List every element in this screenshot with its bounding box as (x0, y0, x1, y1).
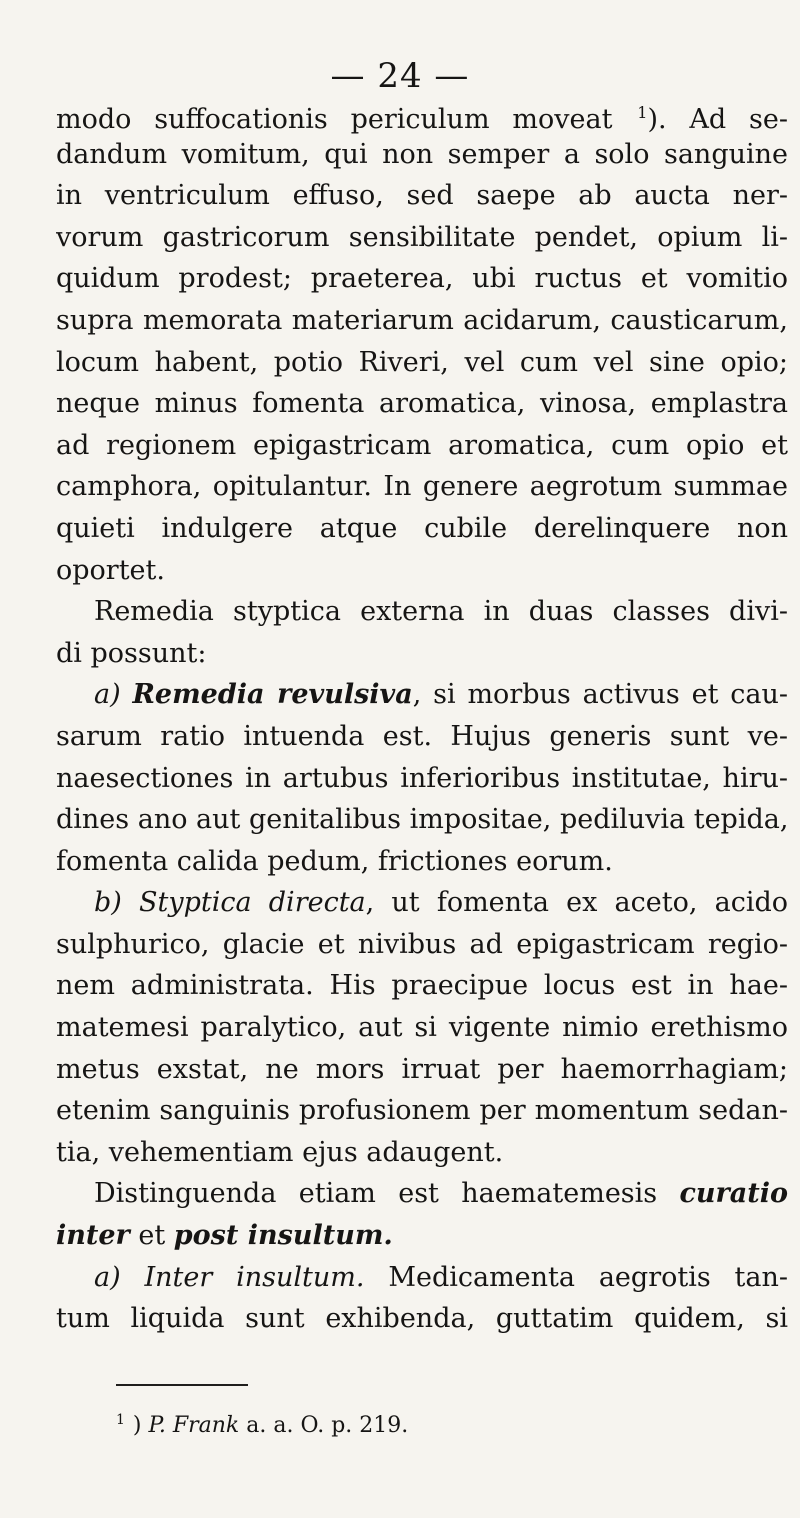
text-line: metus exstat, ne mors irruat per haemorrhagiam; (56, 1053, 788, 1085)
footnote-reference[interactable]: 1 (637, 103, 648, 122)
text-line: quidum prodest; praeterea, ubi ructus et vomitio (56, 263, 788, 295)
text-line: matemesi paralytico, aut si vigente nimio erethismo (56, 1012, 788, 1044)
text-line: etenim sanguinis profusionem per momentum sedan- (56, 1095, 788, 1127)
footnote-author: P. Frank (148, 1413, 240, 1438)
text-line: dandum vomitum, qui non semper a solo sanguine (56, 138, 788, 170)
section-title: Styptica directa (139, 887, 366, 919)
text-line: Remedia styptica externa in duas classes divi- (94, 596, 788, 628)
footnote-divider (116, 1384, 248, 1386)
text-line: neque minus fomenta aromatica, vinosa, emplastra (56, 388, 788, 420)
footnote: $^1$ ) P. Frank a. a. O. p. 219. (116, 1412, 409, 1438)
text-line: Distinguenda etiam est haematemesis curatio (94, 1178, 788, 1210)
text-line: tum liquida sunt exhibenda, guttatim quidem, si (56, 1303, 788, 1335)
footnote-reference-text: a. a. O. p. 219. (246, 1413, 409, 1438)
text-line: di possunt: (56, 637, 207, 669)
text-line: sarum ratio intuenda est. Hujus generis sunt ve- (56, 720, 788, 752)
text-line: tia, vehementiam ejus adaugent. (56, 1136, 504, 1168)
section-heading-b: b) Styptica directa, ut fomenta ex aceto, acido (94, 887, 788, 919)
text-line: dines ano aut genitalibus impositae, pediluvia tepida, (56, 804, 788, 836)
text-line: oportet. (56, 554, 165, 586)
text-line: quieti indulgere atque cubile derelinquere non (56, 512, 788, 544)
text-line: supra memorata materiarum acidarum, causticarum, (56, 304, 788, 336)
body-text (56, 92, 788, 1340)
text-line: camphora, opitulantur. In genere aegrotum summae (56, 471, 788, 503)
section-title: Inter insultum. (144, 1261, 365, 1293)
text-line: fomenta calida pedum, frictiones eorum. (56, 845, 613, 877)
text-line: vorum gastricorum sensibilitate pendet, opium li- (56, 221, 788, 253)
text-line: naesectiones in artubus inferioribus institutae, hiru- (56, 762, 788, 794)
page-number: — 24 — (330, 56, 470, 96)
section-title: Remedia revulsiva (132, 679, 413, 711)
text-line: modo suffocationis periculum moveat $^1$). Ad se- (56, 103, 788, 134)
footnote-mark: 1 (116, 1412, 125, 1428)
text-line: ad regionem epigastricam aromatica, cum opio et (56, 429, 788, 461)
text-line: sulphurico, glacie et nivibus ad epigastricam regio- (56, 928, 788, 960)
text-line: in ventriculum effuso, sed saepe ab aucta ner- (56, 180, 788, 212)
text-line: nem administrata. His praecipue locus est in hae- (56, 970, 788, 1002)
text-line: locum habent, potio Riveri, vel cum vel sine opio; (56, 346, 788, 378)
section-heading-a: a) Remedia revulsiva, si morbus activus et cau- (94, 679, 788, 711)
text-line: inter et post insultum. (56, 1220, 393, 1252)
section-heading-a-inter: a) Inter insultum. Medicamenta aegrotis tan- (94, 1261, 788, 1293)
